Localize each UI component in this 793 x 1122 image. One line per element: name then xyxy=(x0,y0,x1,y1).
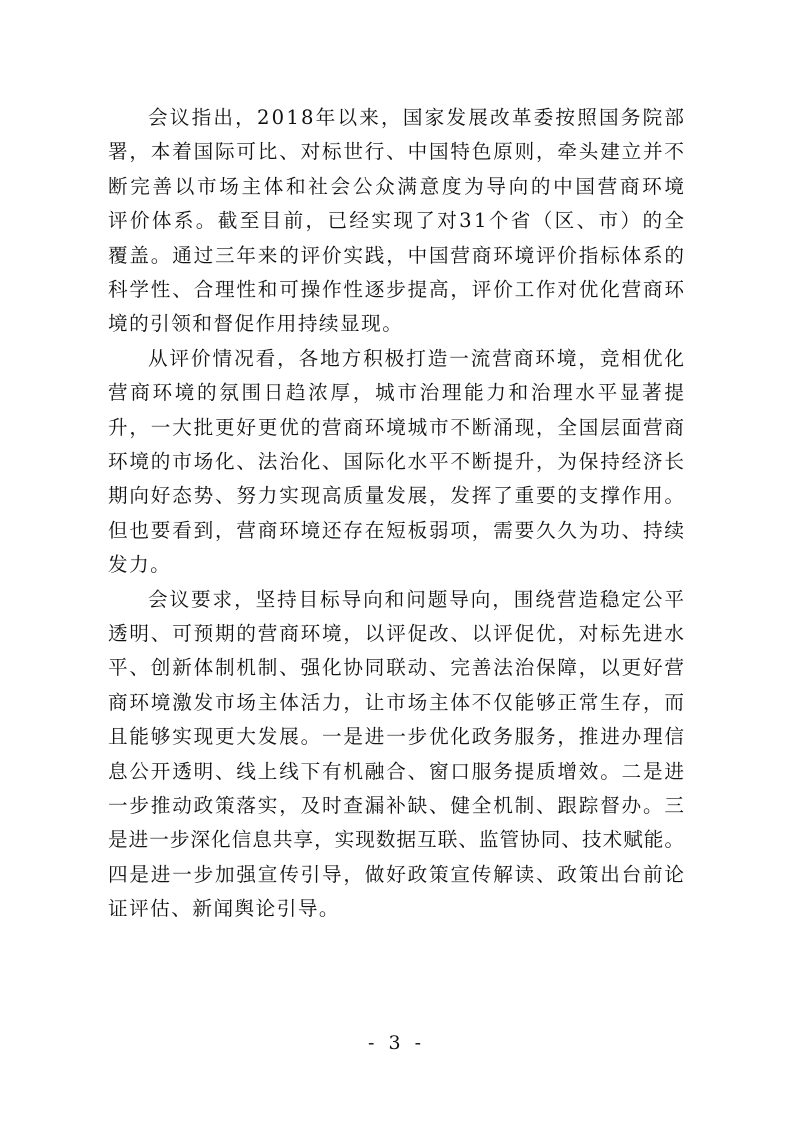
line-text: 商环境激发市场主体活力，让市场主体不仅能够正常生存，而 xyxy=(108,690,686,714)
paragraph-line xyxy=(0,307,793,341)
line-text: 四是进一步加强宣传引导，做好政策宣传解读、政策出台前论 xyxy=(108,862,686,886)
line-text: 境的引领和督促作用持续显现。 xyxy=(108,312,404,336)
paragraph-line xyxy=(0,170,793,204)
line-text: 发力。 xyxy=(108,553,172,577)
line-text: 但也要看到，营商环境还存在短板弱项，需要久久为功、持续 xyxy=(108,518,686,542)
paragraph-line xyxy=(0,273,793,307)
paragraph-line xyxy=(0,583,793,617)
paragraph-line xyxy=(0,342,793,376)
paragraph-line xyxy=(0,548,793,582)
line-text: 环境的市场化、法治化、国际化水平不断提升，为保持经济长 xyxy=(108,450,686,473)
paragraph-line xyxy=(0,445,793,479)
paragraph-line xyxy=(0,892,793,926)
paragraph-line xyxy=(0,789,793,823)
line-text: 平、创新体制机制、强化协同联动、完善法治保障，以更好营 xyxy=(108,656,686,680)
paragraph-line xyxy=(0,755,793,789)
line-text: 评价体系。截至目前，已经实现了对31个省（区、市）的全 xyxy=(108,209,687,233)
line-text: 是进一步深化信息共享，实现数据互联、监管协同、技术赋能。 xyxy=(108,828,686,852)
line-text: 会议指出，2018年以来，国家发展改革委按照国务院部 xyxy=(148,106,687,129)
line-text: 透明、可预期的营商环境，以评促改、以评促优，对标先进水 xyxy=(108,622,686,645)
line-text: 升，一大批更好更优的营商环境城市不断涌现，全国层面营商 xyxy=(108,415,686,439)
paragraph-line xyxy=(0,858,793,892)
page-number: - 3 - xyxy=(367,1032,425,1054)
paragraph-line xyxy=(0,686,793,720)
line-text: 断完善以市场主体和社会公众满意度为导向的中国营商环境 xyxy=(108,174,687,198)
paragraph-line xyxy=(0,479,793,513)
paragraph-line xyxy=(0,514,793,548)
line-text: 一步推动政策落实，及时查漏补缺、健全机制、跟踪督办。三 xyxy=(108,794,686,817)
paragraph-line xyxy=(0,101,793,135)
paragraph-line xyxy=(0,239,793,273)
line-text: 署，本着国际可比、对标世行、中国特色原则，牵头建立并不 xyxy=(108,140,686,164)
line-text: 科学性、合理性和可操作性逐步提高，评价工作对优化营商环 xyxy=(108,278,686,301)
line-text: 会议要求，坚持目标导向和问题导向，围绕营造稳定公平 xyxy=(148,587,686,611)
line-text: 覆盖。通过三年来的评价实践，中国营商环境评价指标体系的 xyxy=(108,243,686,267)
line-text: 且能够实现更大发展。一是进一步优化政务服务，推进办理信 xyxy=(108,725,686,749)
line-text: 息公开透明、线上线下有机融合、窗口服务提质增效。二是进 xyxy=(108,759,686,783)
line-text: 营商环境的氛围日趋浓厚，城市治理能力和治理水平显著提 xyxy=(108,381,687,405)
paragraph-line xyxy=(0,651,793,685)
paragraph-line xyxy=(0,376,793,410)
line-text: 期向好态势、努力实现高质量发展，发挥了重要的支撑作用。 xyxy=(108,484,686,508)
paragraph-line xyxy=(0,135,793,169)
paragraph-line xyxy=(0,720,793,754)
line-text: 证评估、新闻舆论引导。 xyxy=(108,897,341,921)
line-text: 从评价情况看，各地方积极打造一流营商环境，竞相优化 xyxy=(148,346,686,370)
paragraph-line xyxy=(0,617,793,651)
paragraph-line xyxy=(0,823,793,857)
paragraph-line xyxy=(0,411,793,445)
paragraph-line xyxy=(0,204,793,238)
